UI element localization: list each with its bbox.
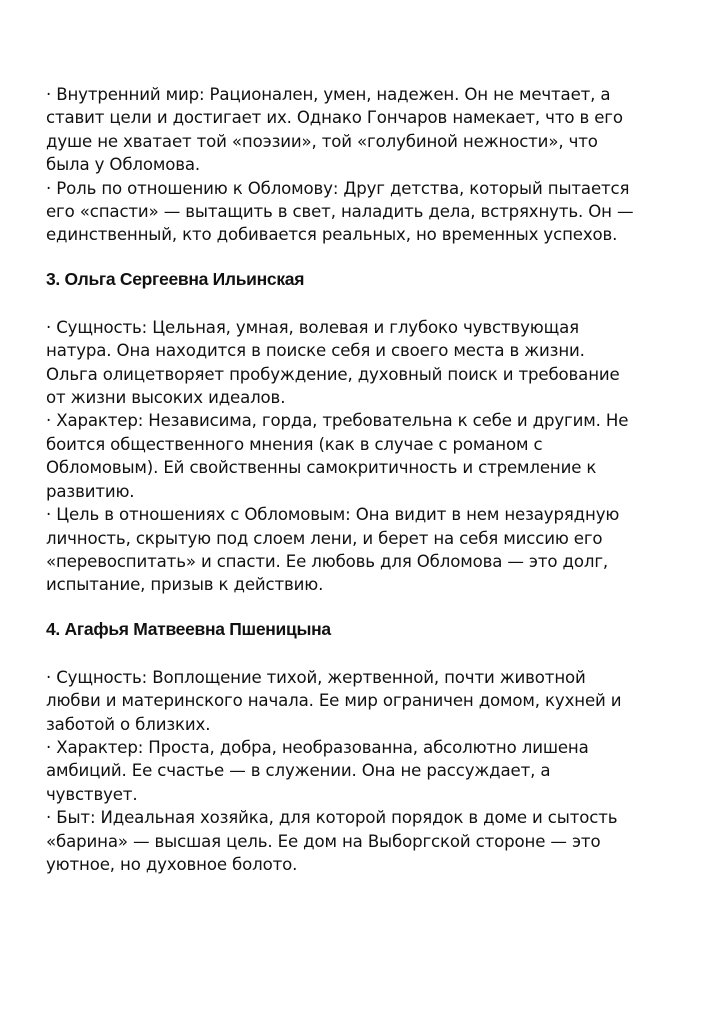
body-line: ставит цели и достигает их. Однако Гончаров намекает, что в его <box>46 108 623 128</box>
body-line: «барина» — высшая цель. Ее дом на Выборгской стороне — это <box>46 831 601 851</box>
section-4-heading: 4. Агафья Матвеевна Пшеницына <box>46 618 331 639</box>
body-line: испытание, призыв к действию. <box>46 575 324 595</box>
body-line: Обломовым). Ей свойственны самокритичность и стремление к <box>46 458 597 478</box>
body-line: душе не хватает той «поэзии», той «голубиной нежности», что <box>46 131 598 151</box>
body-line: развитию. <box>46 481 135 501</box>
body-line: единственный, кто добивается реальных, но временных успехов. <box>46 225 618 245</box>
body-line: боится общественного мнения (как в случае с романом с <box>46 434 543 454</box>
body-line: «перевоспитать» и спасти. Ее любовь для Обломова — это долг, <box>46 551 609 571</box>
body-line: любви и материнского начала. Ее мир ограничен домом, кухней и <box>46 691 622 711</box>
body-line: · Быт: Идеальная хозяйка, для которой порядок в доме и сытость <box>46 808 618 828</box>
body-line: · Характер: Проста, добра, необразованна, абсолютно лишена <box>46 737 589 757</box>
document-page <box>46 83 676 876</box>
body-line: Ольга олицетворяет пробуждение, духовный поиск и требование <box>46 364 620 384</box>
body-line: чувствует. <box>46 784 138 804</box>
body-line: от жизни высоких идеалов. <box>46 388 286 408</box>
body-line: заботой о близких. <box>46 714 211 734</box>
section-3-heading: 3. Ольга Сергеевна Ильинская <box>46 268 305 289</box>
body-line: · Внутренний мир: Рационален, умен, надежен. Он не мечтает, а <box>46 85 611 104</box>
body-line: личность, скрытую под слоем лени, и берет на себя миссию его <box>46 528 603 548</box>
body-line: натура. Она находится в поиске себя и своего места в жизни. <box>46 341 585 361</box>
body-line: была у Обломова. <box>46 155 201 175</box>
body-line: амбиций. Ее счастье — в служении. Она не рассуждает, а <box>46 761 551 781</box>
section-4-body <box>46 666 676 877</box>
body-line: · Роль по отношению к Обломову: Друг детства, который пытается <box>46 178 630 198</box>
body-line: · Цель в отношениях с Обломовым: Она видит в нем незаурядную <box>46 505 620 525</box>
section-3-body <box>46 316 676 597</box>
body-line: · Сущность: Цельная, умная, волевая и глубоко чувствующая <box>46 317 579 337</box>
body-line: · Характер: Независима, горда, требовательна к себе и другим. Не <box>46 411 629 431</box>
section-2-tail <box>46 83 676 247</box>
body-line: уютное, но духовное болото. <box>46 854 298 874</box>
body-line: · Сущность: Воплощение тихой, жертвенной, почти животной <box>46 667 586 687</box>
body-line: его «спасти» — вытащить в свет, наладить дела, встряхнуть. Он — <box>46 202 634 222</box>
